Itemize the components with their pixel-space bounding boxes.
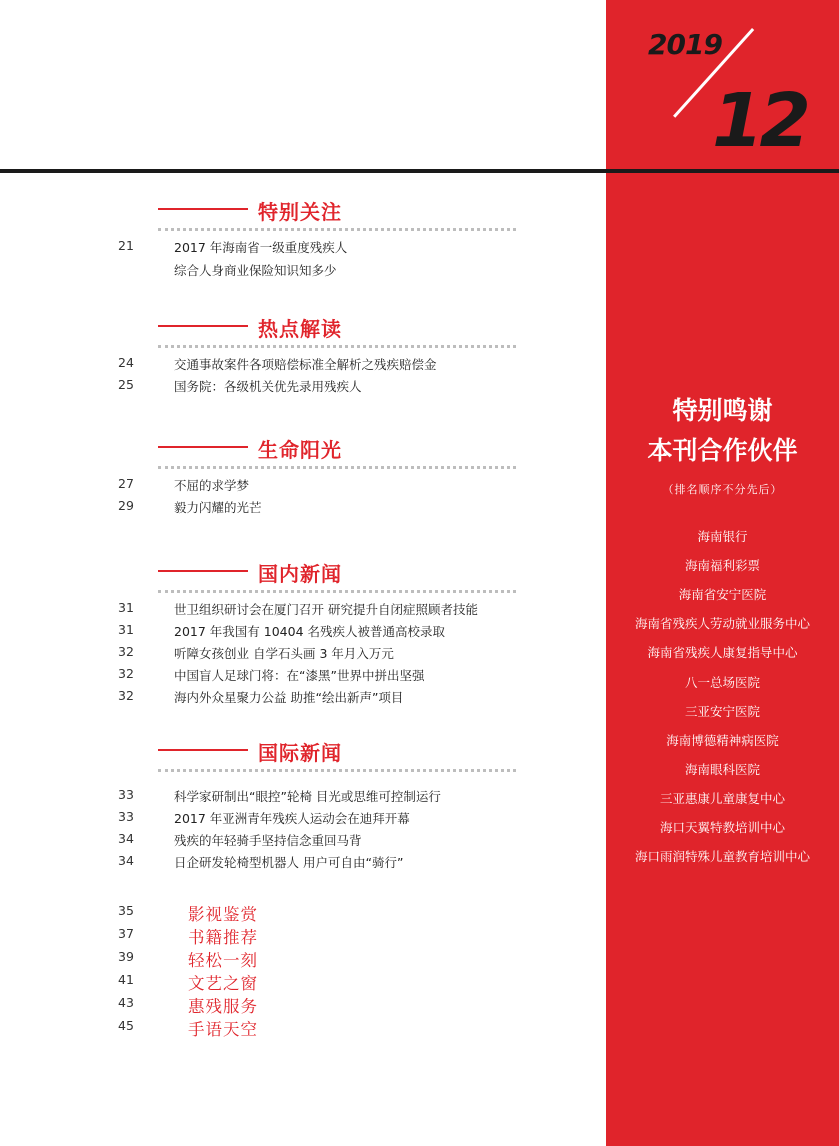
partner-name: 海口天翼特教培训中心 (659, 820, 785, 835)
page-number: 37 (118, 926, 134, 941)
entry-title[interactable]: 世卫组织研讨会在厦门召开 研究提升自闭症照顾者技能 (174, 602, 478, 617)
section-header (158, 434, 518, 464)
column-entry[interactable] (0, 903, 600, 923)
toc-entry[interactable] (0, 238, 600, 258)
entry-title[interactable]: 残疾的年轻骑手坚持信念重回马背 (174, 833, 362, 848)
page-number: 21 (118, 238, 134, 253)
entry-title[interactable]: 2017 年我国有 10404 名残疾人被普通高校录取 (174, 624, 445, 639)
page-number: 45 (118, 1018, 134, 1033)
page-number: 34 (118, 853, 134, 868)
page-number: 35 (118, 903, 134, 918)
issue-year: 2019 (648, 28, 722, 61)
partner-name: 海南博德精神病医院 (666, 733, 779, 748)
page-number: 24 (118, 355, 134, 370)
column-title[interactable]: 影视鉴赏 (188, 905, 258, 924)
page-number: 27 (118, 476, 134, 491)
toc-entry[interactable] (0, 377, 600, 397)
column-entry[interactable] (0, 995, 600, 1015)
partner-name: 海南福利彩票 (684, 558, 760, 573)
entry-title[interactable]: 交通事故案件各项赔偿标准全解析之残疾赔偿金 (174, 357, 437, 372)
column-entry[interactable] (0, 926, 600, 946)
toc-entry[interactable] (0, 498, 600, 518)
page-number: 31 (118, 600, 134, 615)
section-title: 国内新闻 (258, 562, 342, 586)
dotted-divider (158, 590, 516, 593)
toc-entry[interactable] (0, 666, 600, 686)
dotted-divider (158, 345, 516, 348)
section-title: 特别关注 (258, 200, 342, 224)
page-number: 39 (118, 949, 134, 964)
toc-entry[interactable] (0, 809, 600, 829)
dotted-divider (158, 769, 516, 772)
partner-name: 海南银行 (697, 529, 748, 544)
header-rule (0, 169, 839, 173)
entry-title[interactable]: 国务院：各级机关优先录用残疾人 (174, 379, 362, 394)
toc-entry[interactable] (0, 600, 600, 620)
page-number: 33 (118, 809, 134, 824)
page-number: 32 (118, 644, 134, 659)
entry-title[interactable]: 毅力闪耀的光芒 (174, 500, 262, 515)
entry-title[interactable]: 日企研发轮椅型机器人 用户可自由“骑行” (174, 855, 404, 870)
page-number: 33 (118, 787, 134, 802)
toc-entry[interactable] (0, 688, 600, 708)
column-entry[interactable] (0, 949, 600, 969)
toc-entry[interactable] (0, 831, 600, 851)
section-title: 热点解读 (258, 317, 342, 341)
toc-entry[interactable] (0, 476, 600, 496)
partner-name: 海口雨润特殊儿童教育培训中心 (634, 849, 810, 864)
toc-entry[interactable] (0, 355, 600, 375)
section-title: 国际新闻 (258, 741, 342, 765)
section-title: 生命阳光 (258, 438, 342, 462)
toc-entry[interactable] (0, 261, 600, 281)
page-number: 34 (118, 831, 134, 846)
section-rule (158, 570, 248, 572)
page-number: 32 (118, 688, 134, 703)
entry-title[interactable]: 中国盲人足球门将：在“漆黑”世界中拼出坚强 (174, 668, 425, 683)
section-rule (158, 749, 248, 751)
column-title[interactable]: 文艺之窗 (188, 974, 258, 993)
entry-title[interactable]: 海内外众星聚力公益 助推“绘出新声”项目 (174, 690, 404, 705)
partner-name: 海南眼科医院 (684, 762, 760, 777)
partner-name: 海南省残疾人劳动就业服务中心 (634, 616, 810, 631)
column-title[interactable]: 手语天空 (188, 1020, 258, 1039)
thanks-heading: 特别鸣谢 (672, 396, 773, 425)
entry-title[interactable]: 听障女孩创业 自学石头画 3 年月入万元 (174, 646, 394, 661)
page-number: 31 (118, 622, 134, 637)
section-header (158, 196, 518, 226)
column-entry[interactable] (0, 972, 600, 992)
entry-title[interactable]: 综合人身商业保险知识知多少 (174, 263, 337, 278)
toc-entry[interactable] (0, 787, 600, 807)
partner-name: 三亚惠康儿童康复中心 (659, 791, 785, 806)
page-number: 32 (118, 666, 134, 681)
section-rule (158, 325, 248, 327)
issue-month: 12 (712, 78, 807, 164)
page-number: 41 (118, 972, 134, 987)
column-title[interactable]: 轻松一刻 (188, 951, 258, 970)
section-rule (158, 446, 248, 448)
partner-name: 八一总场医院 (684, 675, 760, 690)
page-number: 29 (118, 498, 134, 513)
entry-title[interactable]: 2017 年海南省一级重度残疾人 (174, 240, 348, 255)
entry-title[interactable]: 不屈的求学梦 (174, 478, 250, 493)
section-header (158, 313, 518, 343)
section-header (158, 558, 518, 588)
entry-title[interactable]: 科学家研制出“眼控”轮椅 目光或思维可控制运行 (174, 789, 441, 804)
page-number: 25 (118, 377, 134, 392)
thanks-note: （排名顺序不分先后） (662, 483, 783, 496)
partner-name: 三亚安宁医院 (684, 704, 760, 719)
section-rule (158, 208, 248, 210)
toc-entry[interactable] (0, 622, 600, 642)
dotted-divider (158, 466, 516, 469)
entry-title[interactable]: 2017 年亚洲青年残疾人运动会在迪拜开幕 (174, 811, 410, 826)
toc-entry[interactable] (0, 644, 600, 664)
column-title[interactable]: 书籍推荐 (188, 928, 258, 947)
partner-name: 海南省残疾人康复指导中心 (647, 645, 798, 660)
page-number: 43 (118, 995, 134, 1010)
dotted-divider (158, 228, 516, 231)
column-entry[interactable] (0, 1018, 600, 1038)
thanks-subheading: 本刊合作伙伴 (647, 436, 798, 465)
section-header (158, 737, 518, 767)
toc-entry[interactable] (0, 853, 600, 873)
partner-name: 海南省安宁医院 (678, 587, 767, 602)
column-title[interactable]: 惠残服务 (188, 997, 258, 1016)
